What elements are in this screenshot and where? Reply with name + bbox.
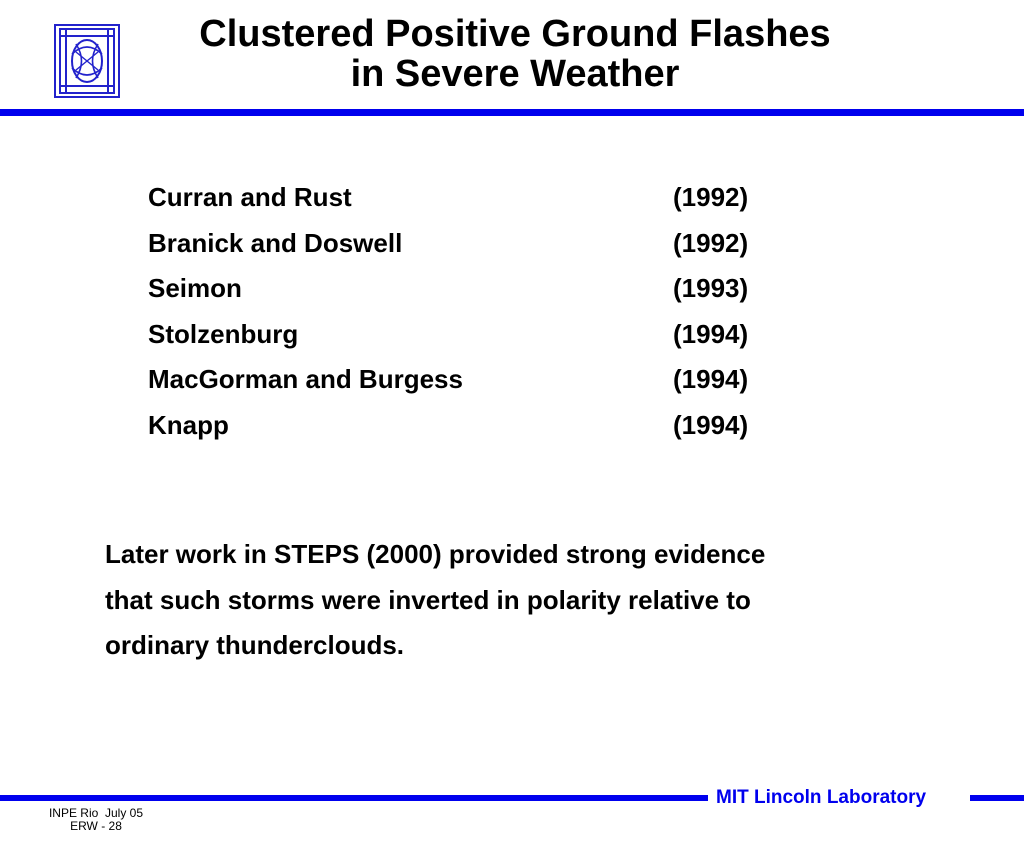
page-title xyxy=(140,14,890,94)
mit-lincoln-logo-icon xyxy=(54,24,120,98)
reference-name: Branick and Doswell xyxy=(148,227,403,258)
reference-year: (1994) xyxy=(673,409,749,440)
reference-year: (1992) xyxy=(673,182,749,212)
reference-year: (1994) xyxy=(673,318,749,349)
footer-slide-id: ERW - 28 xyxy=(70,819,122,833)
paragraph-line: Later work in STEPS (2000) provided strong evidence xyxy=(105,539,766,569)
reference-year: (1992) xyxy=(673,227,749,258)
footer-event: INPE Rio July 05 xyxy=(48,806,144,820)
summary-paragraph xyxy=(105,532,965,669)
reference-name: Seimon xyxy=(148,273,242,303)
reference-name: Curran and Rust xyxy=(148,182,352,212)
reference-name: Knapp xyxy=(148,409,229,440)
title-line-2: in Severe Weather xyxy=(350,53,680,95)
footer-divider-right xyxy=(970,795,1024,801)
reference-year: (1994) xyxy=(673,364,749,394)
reference-row xyxy=(148,360,788,406)
footer-divider-left xyxy=(0,795,708,801)
reference-row xyxy=(148,406,788,452)
reference-row xyxy=(148,178,788,224)
paragraph-line: ordinary thunderclouds. xyxy=(105,630,405,660)
paragraph-line: that such storms were inverted in polarity relative to xyxy=(105,584,751,615)
reference-row xyxy=(148,269,788,315)
reference-list xyxy=(148,178,788,451)
header-divider xyxy=(0,109,1024,116)
reference-name: MacGorman and Burgess xyxy=(148,364,463,394)
reference-name: Stolzenburg xyxy=(148,318,299,349)
footer-slide-info xyxy=(40,807,152,833)
footer-lab-name: MIT Lincoln Laboratory xyxy=(716,787,927,808)
reference-row xyxy=(148,224,788,270)
reference-year: (1993) xyxy=(673,273,749,303)
title-line-1: Clustered Positive Ground Flashes xyxy=(199,13,831,55)
reference-row xyxy=(148,315,788,361)
